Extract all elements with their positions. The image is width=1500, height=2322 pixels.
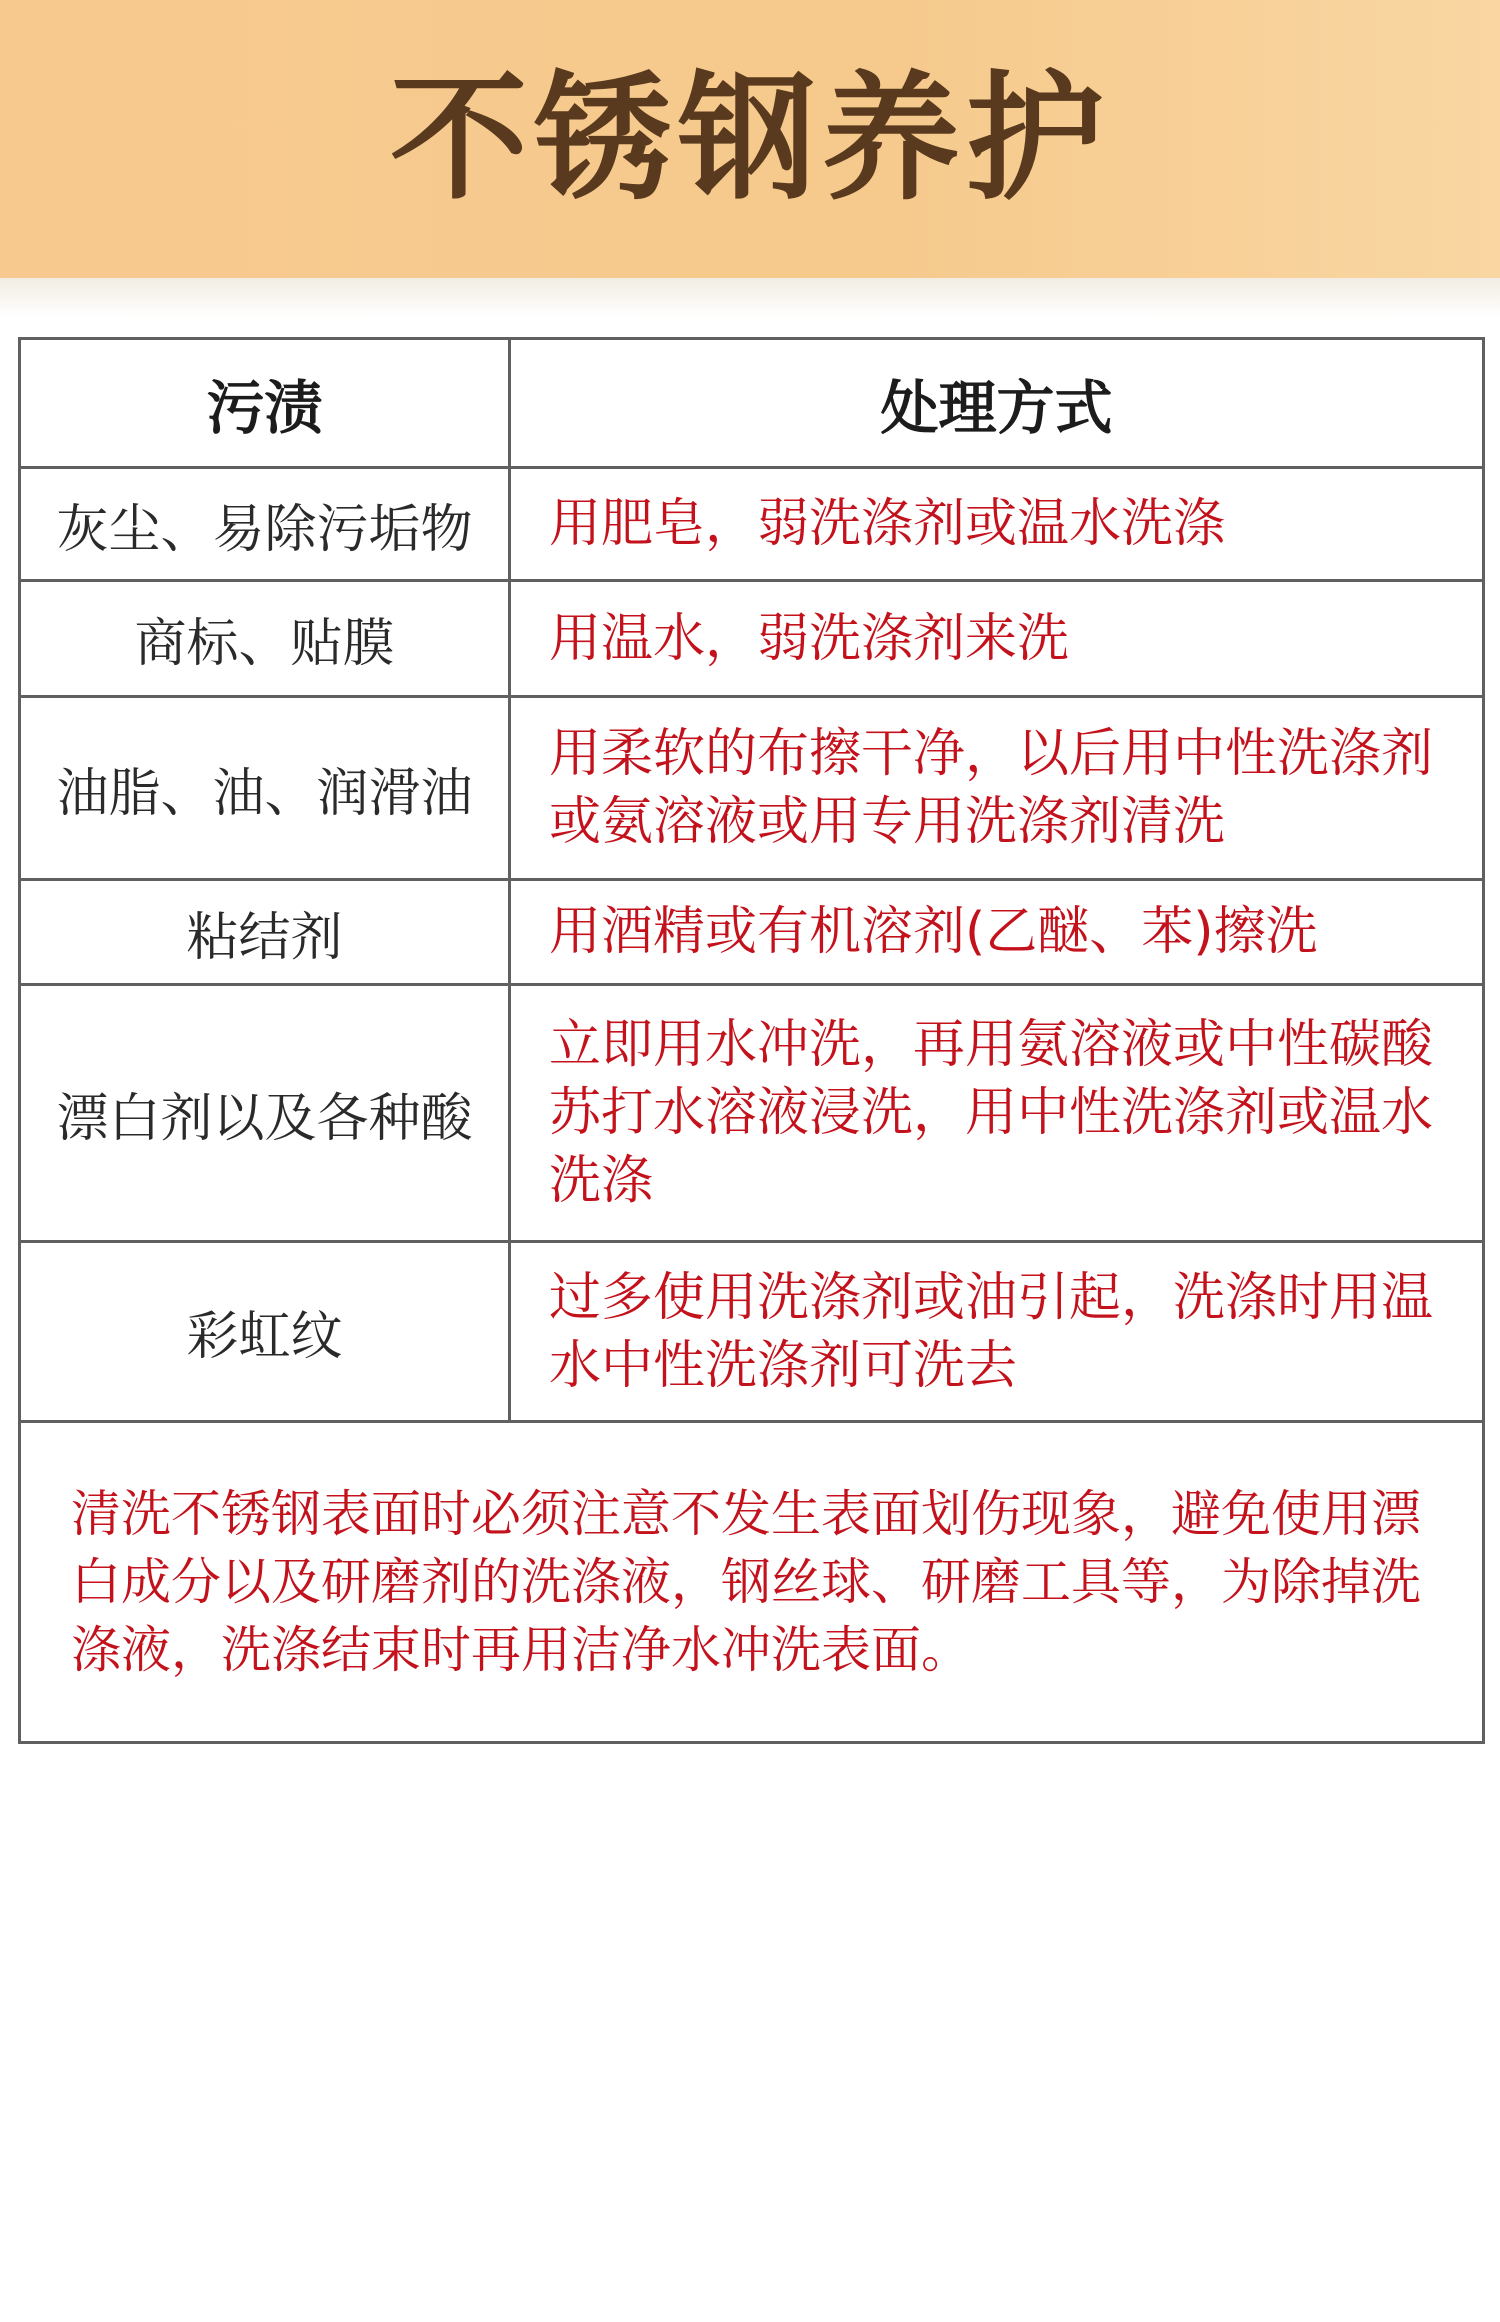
method-cell: 用温水，弱洗涤剂来洗 [510,581,1484,697]
banner-shadow [0,278,1500,318]
stain-treatment-table [18,337,1485,1744]
table-row [20,880,1484,985]
title-banner [0,0,1500,278]
method-cell: 用酒精或有机溶剂(乙醚、苯)擦洗 [510,880,1484,985]
header-stain: 污渍 [20,339,510,468]
table-row [20,468,1484,581]
method-cell: 用柔软的布擦干净，以后用中性洗涤剂或氨溶液或用专用洗涤剂清洗 [510,697,1484,880]
note-row [20,1422,1484,1743]
table-row [20,1242,1484,1422]
table-header-row [20,339,1484,468]
table-row [20,985,1484,1242]
stain-cell: 粘结剂 [20,880,510,985]
table-row [20,697,1484,880]
method-cell: 过多使用洗涤剂或油引起，洗涤时用温水中性洗涤剂可洗去 [510,1242,1484,1422]
stain-cell: 彩虹纹 [20,1242,510,1422]
cleaning-note: 清洗不锈钢表面时必须注意不发生表面划伤现象，避免使用漂白成分以及研磨剂的洗涤液，钢丝球、研磨工具等，为除掉洗涤液，洗涤结束时再用洁净水冲洗表面。 [20,1422,1484,1743]
method-cell: 用肥皂，弱洗涤剂或温水洗涤 [510,468,1484,581]
header-method: 处理方式 [510,339,1484,468]
method-cell: 立即用水冲洗，再用氨溶液或中性碳酸苏打水溶液浸洗，用中性洗涤剂或温水洗涤 [510,985,1484,1242]
table-row [20,581,1484,697]
page-title: 不锈钢养护 [389,58,1110,219]
stain-cell: 商标、贴膜 [20,581,510,697]
stain-cell: 漂白剂以及各种酸 [20,985,510,1242]
stain-cell: 灰尘、易除污垢物 [20,468,510,581]
stain-cell: 油脂、油、润滑油 [20,697,510,880]
